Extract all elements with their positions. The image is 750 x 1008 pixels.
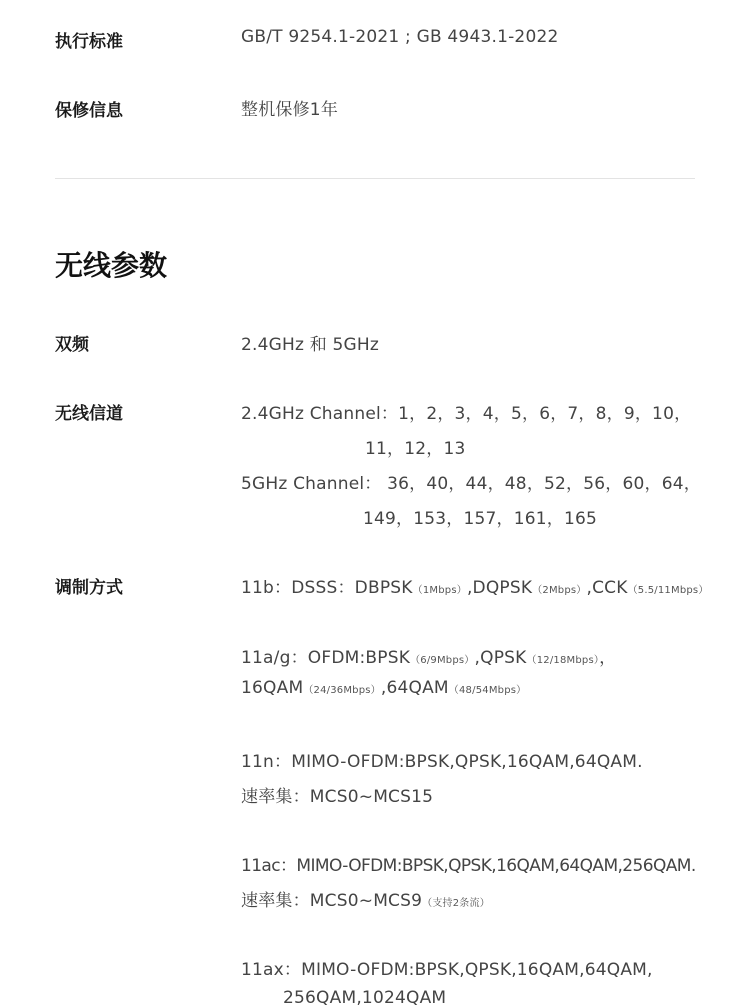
channels-24g-line2: 11，12，13 bbox=[365, 439, 466, 459]
mod-11b-cck: ,CCK bbox=[586, 578, 628, 598]
mod-11b-dbpsk-rate: （1Mbps） bbox=[412, 585, 467, 596]
mod-11b-dqpsk-rate: （2Mbps） bbox=[532, 585, 587, 596]
dual-band-value: 2.4GHz 和 5GHz bbox=[241, 335, 380, 355]
modulation-11ax-line2: 256QAM,1024QAM bbox=[283, 988, 447, 1008]
mod-11ag-16qam: 16QAM bbox=[241, 678, 304, 698]
modulation-11n-line2: 速率集：MCS0~MCS15 bbox=[241, 787, 434, 807]
mod-11ag-comma: ， bbox=[599, 648, 617, 668]
section-title: 无线参数 bbox=[55, 249, 168, 282]
mod-11ag-qpsk: ,QPSK bbox=[474, 648, 527, 668]
channels-5g-line1: 5GHz Channel： 36，40，44，48，52，56，60，64， bbox=[241, 474, 701, 494]
mod-11ac-streams: （支持2条流） bbox=[422, 898, 490, 909]
section-divider bbox=[55, 178, 695, 179]
modulation-11ac-line2 bbox=[241, 886, 490, 911]
channels-5g-line2: 149，153，157，161，165 bbox=[363, 509, 598, 529]
channels-24g-line1: 2.4GHz Channel：1，2，3，4，5，6，7，8，9，10， bbox=[241, 404, 692, 424]
modulation-11ag-line2 bbox=[241, 678, 526, 698]
mod-11ag-qpsk-rate: （12/18Mbps） bbox=[526, 655, 600, 666]
modulation-11ac-line1: 11ac：MIMO-OFDM:BPSK,QPSK,16QAM,64QAM,256QAM. bbox=[241, 856, 696, 876]
mod-11ag-bpsk-rate: （6/9Mbps） bbox=[410, 655, 475, 666]
mod-11b-dqpsk: ,DQPSK bbox=[466, 578, 533, 598]
mod-11b-dbpsk: 11b：DSSS：DBPSK bbox=[241, 578, 413, 598]
mod-11ag-64qam: ,64QAM bbox=[380, 678, 449, 698]
mod-11ac-mcs: 速率集：MCS0~MCS9 bbox=[241, 891, 423, 911]
mod-11ag-64qam-rate: （48/54Mbps） bbox=[448, 685, 527, 696]
dual-band-label: 双频 bbox=[55, 335, 89, 355]
warranty-value: 整机保修1年 bbox=[241, 100, 339, 120]
standard-value: GB/T 9254.1-2021 ; GB 4943.1-2022 bbox=[241, 27, 559, 47]
warranty-label: 保修信息 bbox=[55, 101, 123, 121]
mod-11ag-16qam-rate: （24/36Mbps） bbox=[303, 685, 381, 696]
modulation-label: 调制方式 bbox=[55, 578, 123, 598]
modulation-11ax-line1: 11ax：MIMO-OFDM:BPSK,QPSK,16QAM,64QAM, bbox=[241, 960, 653, 980]
mod-11ag-bpsk: 11a/g：OFDM:BPSK bbox=[241, 648, 411, 668]
modulation-11b bbox=[241, 573, 709, 598]
modulation-11ag-line1 bbox=[241, 643, 616, 668]
standard-label: 执行标准 bbox=[55, 32, 123, 52]
mod-11b-cck-rate: （5.5/11Mbps） bbox=[627, 585, 709, 596]
modulation-11n-line1: 11n：MIMO-OFDM:BPSK,QPSK,16QAM,64QAM. bbox=[241, 752, 643, 772]
channels-label: 无线信道 bbox=[55, 404, 123, 424]
